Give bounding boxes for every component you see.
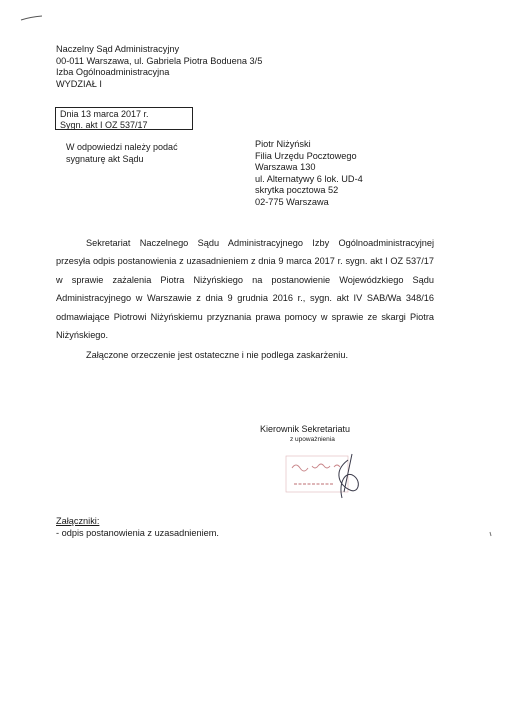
letter-body [56, 234, 434, 365]
body-paragraph: Sekretariat Naczelnego Sądu Administracyjnego Izby Ogólnoadministracyjnej przesyła odpis postanowienia z uzasadnieniem z dnia 9 marca 2017 r. sygn. akt I OZ 537/17 w sprawie zażalenia Piotra Niżyńskiego na postanowienie Wojewódzkiego Sądu Administracyjnego w Warszawie z dnia 9 grudnia 2016 r., sygn. akt IV SAB/Wa 348/16 odmawiające Piotrowi Niżyńskiemu przyznania prawa pomocy w sprawie ze skargi Piotra Niżyńskiego. [56, 238, 434, 341]
reply-note [66, 142, 178, 165]
reply-note-line: W odpowiedzi należy podać [66, 142, 178, 152]
signature-title: Kierownik Sekretariatu [260, 424, 351, 434]
sender-street: 00-011 Warszawa, ul. Gabriela Piotra Boduena 3/5 [56, 55, 263, 66]
attachments-title: Załączniki: [56, 516, 100, 526]
signature-authority: z upoważnienia [290, 436, 335, 443]
scan-mark [488, 530, 494, 540]
recipient-line: skrytka pocztowa 52 [255, 185, 339, 195]
recipient-line: ul. Alternatywy 6 lok. UD-4 [255, 173, 363, 184]
attachment-item: - odpis postanowienia z uzasadnieniem. [56, 527, 219, 538]
reply-note-line: sygnaturę akt Sądu [66, 153, 144, 164]
recipient-line: Filia Urzędu Pocztowego [255, 150, 357, 161]
sender-division: WYDZIAŁ I [56, 78, 102, 89]
case-number: Sygn. akt I OZ 537/17 [60, 120, 148, 130]
recipient-line: 02-775 Warszawa [255, 196, 329, 207]
reference-box [55, 107, 193, 130]
body-paragraph: Załączone orzeczenie jest ostateczne i nie podlega zaskarżeniu. [86, 350, 348, 361]
scan-mark [20, 12, 44, 24]
recipient-line: Warszawa 130 [255, 162, 316, 172]
signature-stamp-image [282, 452, 372, 500]
signature-block [260, 424, 350, 444]
recipient-address [255, 139, 363, 208]
recipient-name: Piotr Niżyński [255, 139, 311, 149]
sender-address [56, 44, 262, 90]
sender-name: Naczelny Sąd Administracyjny [56, 44, 180, 54]
attachments [56, 516, 219, 539]
letter-date: Dnia 13 marca 2017 r. [60, 109, 149, 119]
sender-chamber: Izba Ogólnoadministracyjna [56, 67, 170, 77]
